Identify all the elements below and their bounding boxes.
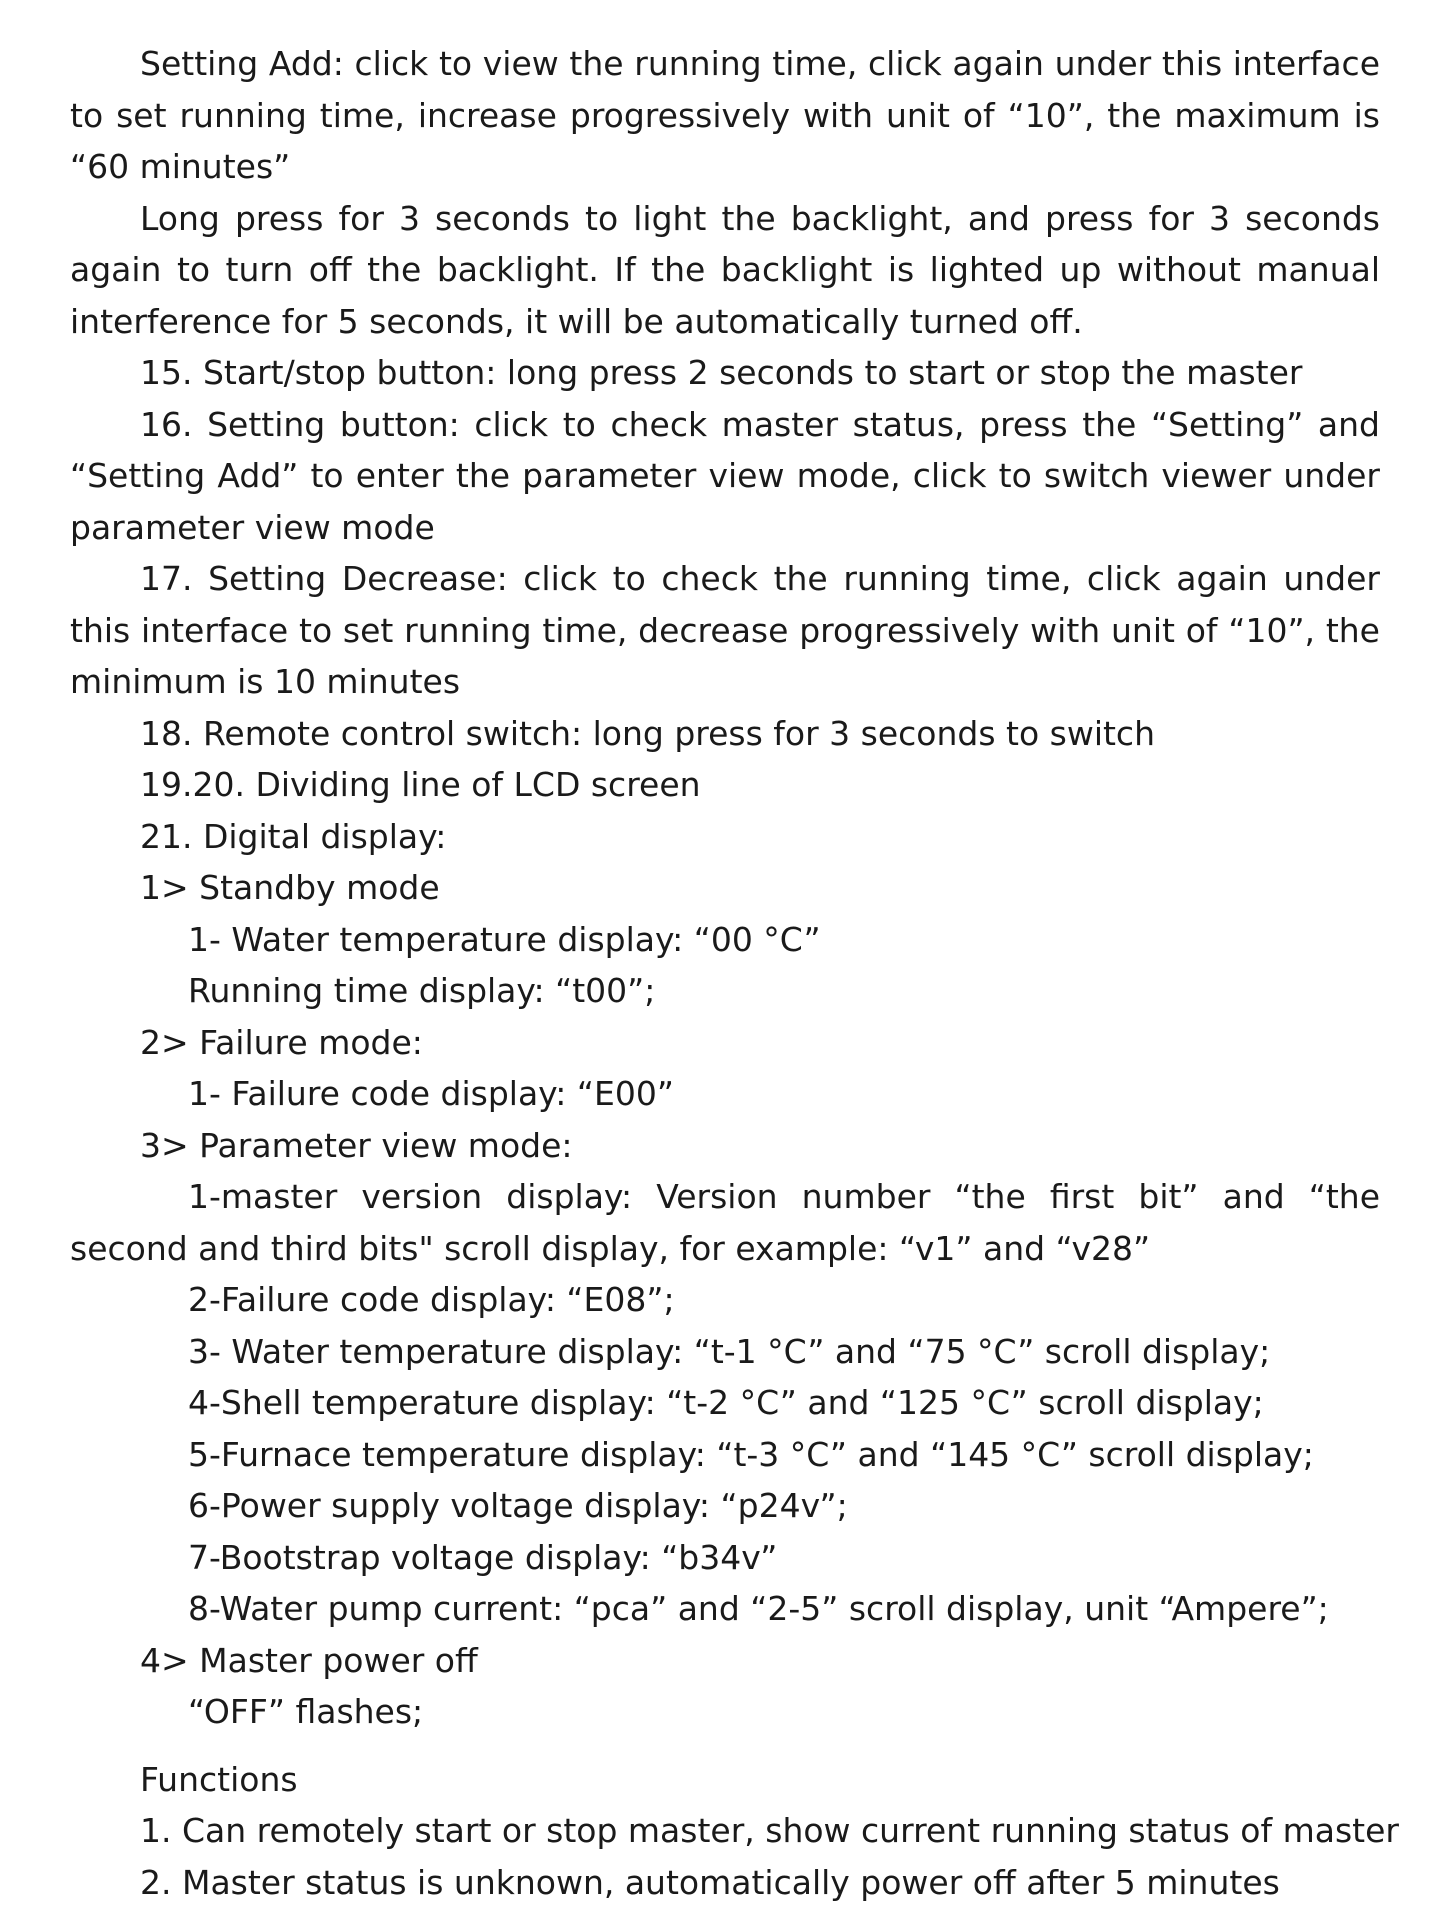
parameter-line: 7-Bootstrap voltage display: “b34v”	[188, 1537, 778, 1577]
section-spacer	[70, 1738, 1380, 1754]
failure-mode-title: 2> Failure mode:	[140, 1022, 423, 1062]
backlight-paragraph: Long press for 3 seconds to light the backlight, and press for 3 seconds again to turn off the backlight. If the backlight is lighted up without manual interference for 5 seconds, it will be automatically turned off.	[70, 198, 1380, 341]
power-off-title: 4> Master power off	[140, 1640, 478, 1680]
manual-page	[70, 38, 1399, 1908]
parameter-line: 6-Power supply voltage display: “p24v”;	[188, 1486, 848, 1525]
item-17: 17. Setting Decrease: click to check the running time, click again under this interface to set running time, decrease progressively with unit of “10”, the minimum is 10 minutes	[70, 559, 1380, 701]
parameter-line: 5-Furnace temperature display: “t-3 °C” and “145 °C” scroll display;	[188, 1434, 1314, 1474]
item-19-20: 19.20. Dividing line of LCD screen	[140, 765, 701, 804]
standby-line: Running time display: “t00”;	[188, 971, 656, 1010]
item-21: 21. Digital display:	[140, 816, 447, 856]
item-16: 16. Setting button: click to check master status, press the “Setting” and “Setting Add” to enter the parameter view mode, click to switch viewer under parameter view mode	[70, 404, 1380, 547]
parameter-line: 8-Water pump current: “pca” and “2-5” scroll display, unit “Ampere”;	[188, 1589, 1329, 1628]
power-off-line: “OFF” flashes;	[188, 1692, 424, 1731]
functions-heading: Functions	[140, 1759, 298, 1799]
standby-line: 1- Water temperature display: “00 °C”	[188, 919, 821, 959]
item-15: 15. Start/stop button: long press 2 seconds to start or stop the master	[140, 353, 1303, 392]
standby-mode-title: 1> Standby mode	[140, 868, 440, 907]
function-item: 2. Master status is unknown, automatically power off after 5 minutes	[140, 1862, 1280, 1902]
parameter-line: 4-Shell temperature display: “t-2 °C” and “125 °C” scroll display;	[188, 1383, 1264, 1422]
failure-line: 1- Failure code display: “E00”	[188, 1074, 674, 1113]
function-item: 1. Can remotely start or stop master, show current running status of master	[140, 1811, 1399, 1850]
parameter-mode-title: 3> Parameter view mode:	[140, 1125, 573, 1165]
setting-add-paragraph: Setting Add: click to view the running time, click again under this interface to set running time, increase progressively with unit of “10”, the maximum is “60 minutes”	[70, 44, 1380, 186]
parameter-line: 2-Failure code display: “E08”;	[188, 1280, 675, 1319]
item-18: 18. Remote control switch: long press for 3 seconds to switch	[140, 713, 1155, 753]
parameter-line: 3- Water temperature display: “t-1 °C” and “75 °C” scroll display;	[188, 1331, 1271, 1371]
version-display-line: 1-master version display: Version number “the first bit” and “the second and third bits" scroll display, for example: “v1” and “v28”	[70, 1177, 1380, 1268]
